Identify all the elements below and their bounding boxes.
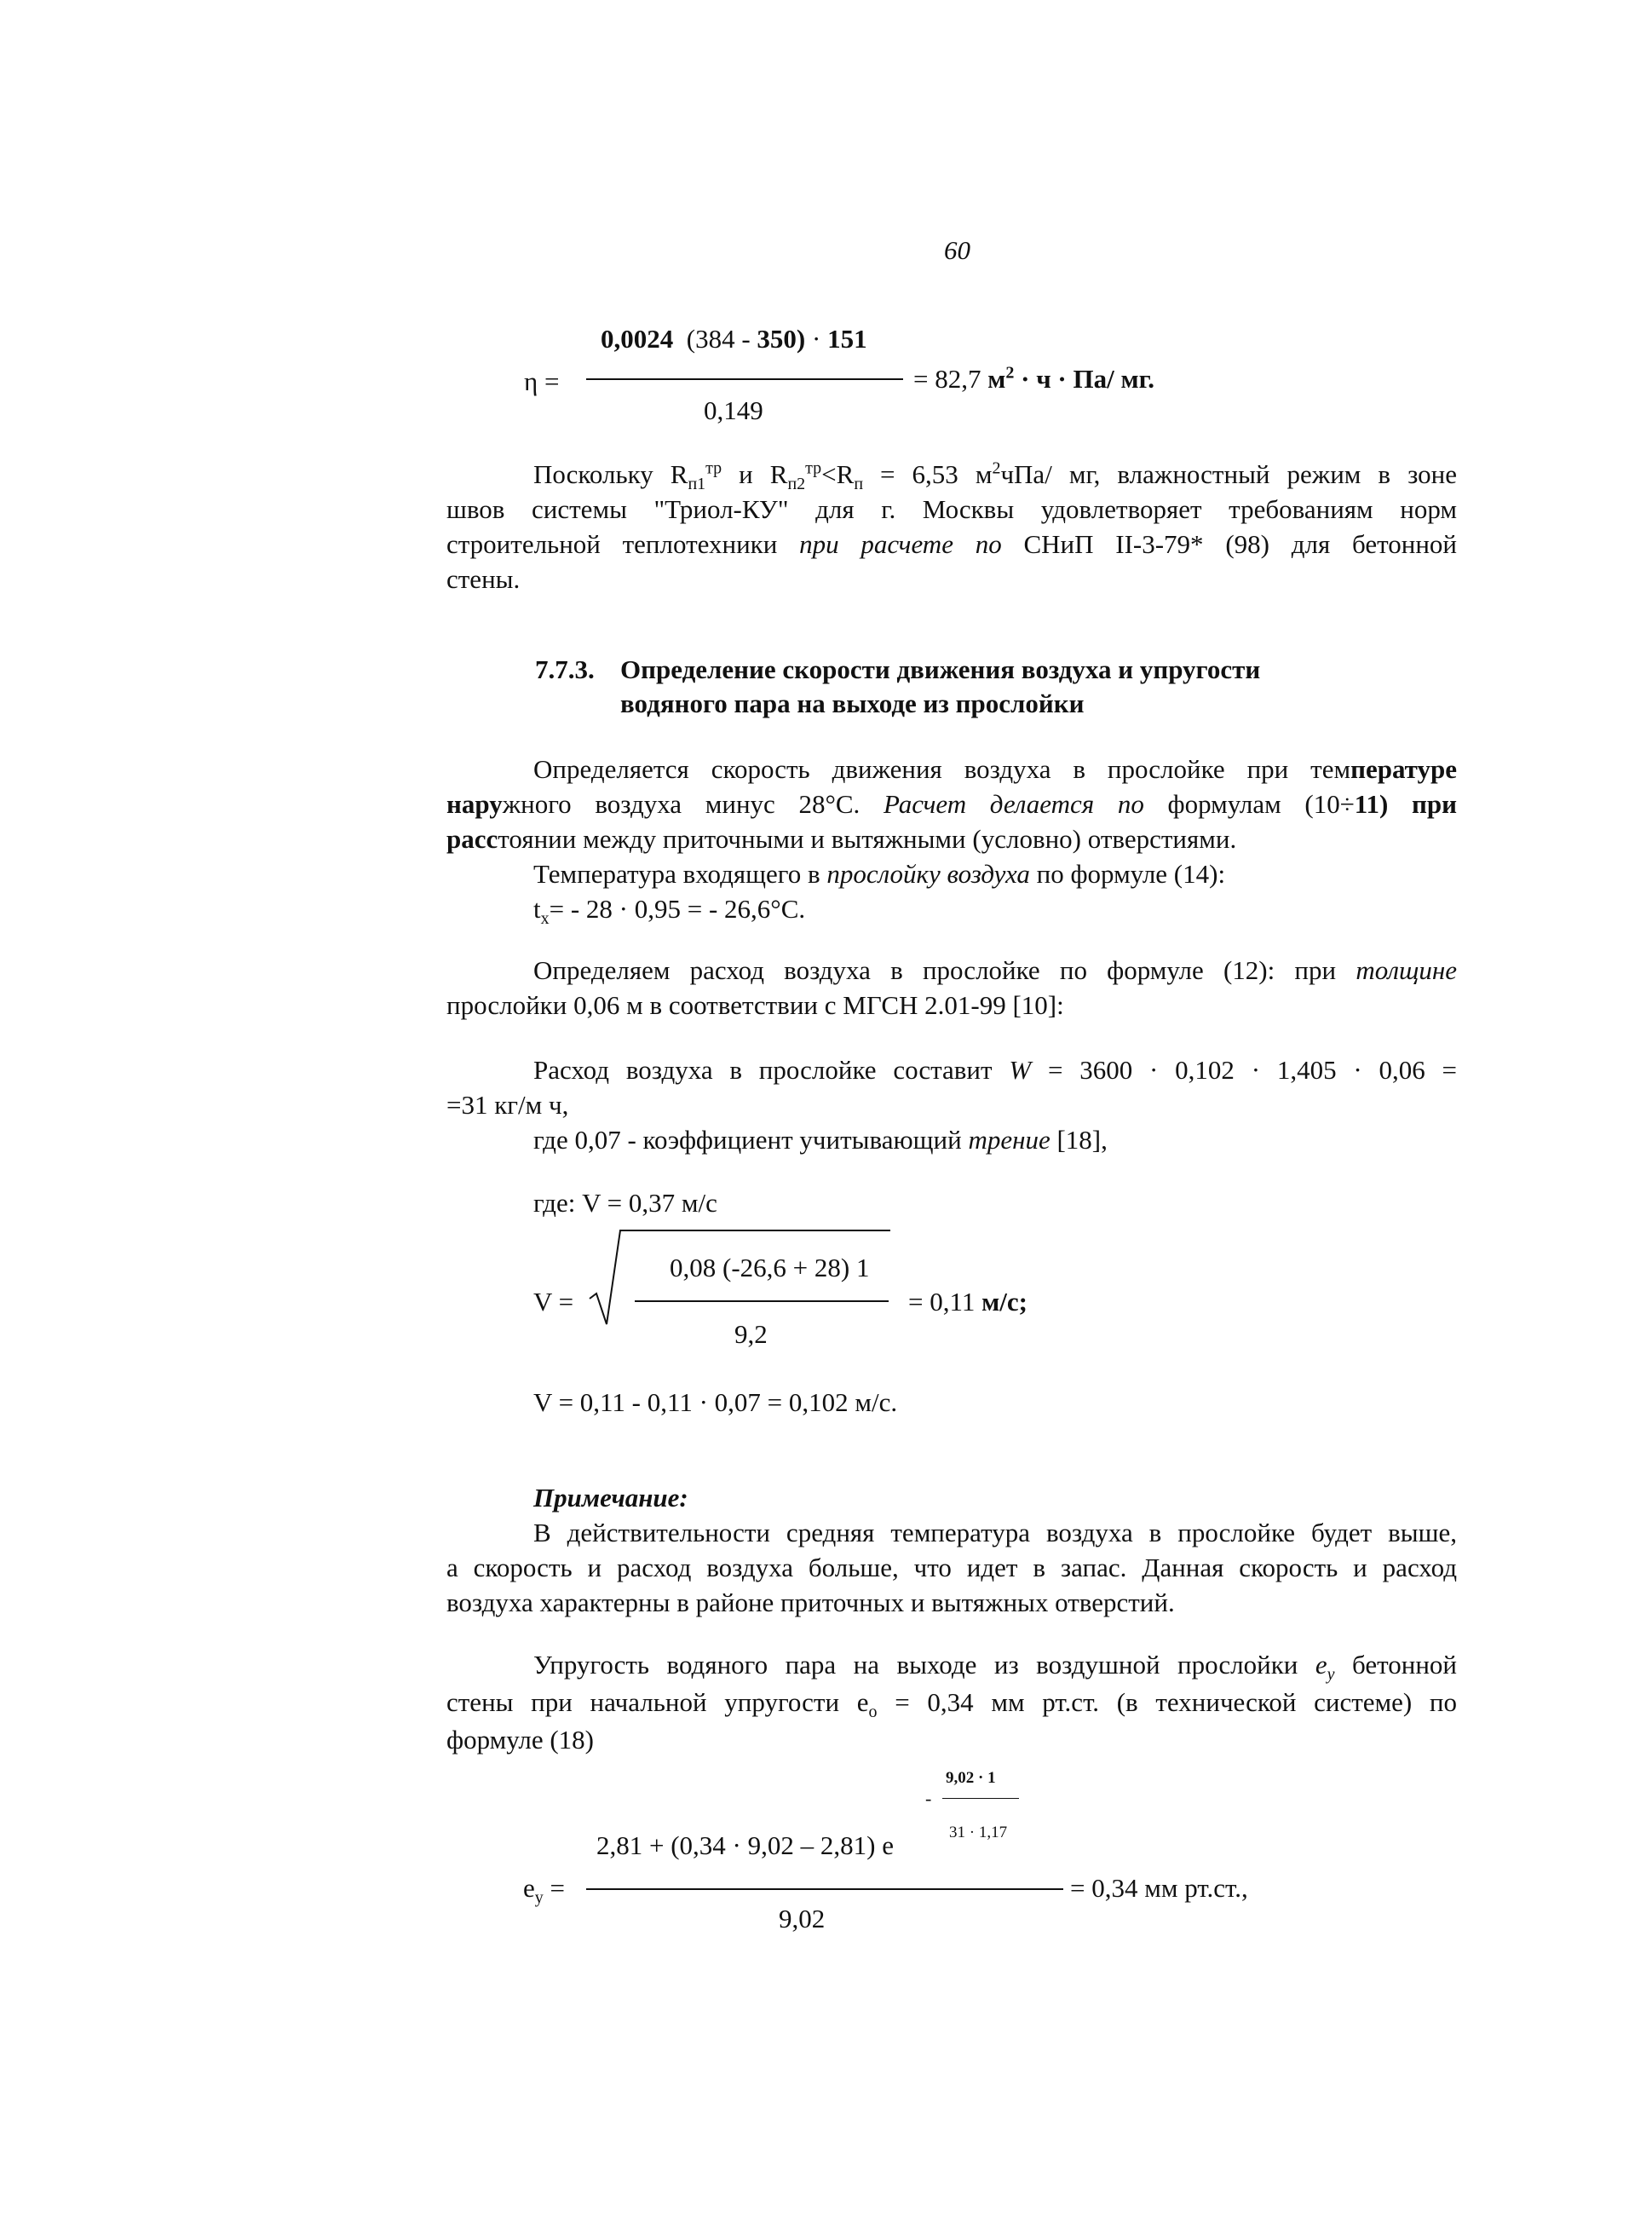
vapor-denominator: 9,02: [779, 1904, 826, 1933]
eta-lhs: η =: [524, 366, 560, 396]
para2-line3: расстоянии между приточными и вытяжными (условно) отверстиями.: [446, 824, 1237, 854]
section-title-line2: водяного пара на выходе из прослойки: [620, 689, 1085, 718]
velocity-numerator: 0,08 (-26,6 + 28) 1: [670, 1253, 870, 1282]
para1-line1: Поскольку $R_{п1}^{тр}$ и $R_{п2}^{тр}<R_п = 6,53$ $м^2чПа/$ мг, влажностный режим в зоне: [533, 458, 1457, 494]
section-title-line1: Определение скорости движения воздуха и упругости: [620, 654, 1261, 684]
exp-minus: -: [925, 1788, 932, 1809]
paragraph-flow-value: [446, 1052, 1457, 1157]
para2-line5: $t_x= - 28 \cdot 0,95$ = - 26,6°С.: [533, 894, 806, 929]
note-line3: воздуха характерны в районе приточных и вытяжных отверстий.: [446, 1588, 1175, 1617]
vapor-result: = 0,34 мм рт.ст.,: [1070, 1873, 1248, 1903]
para3-line2: прослойки 0,06 м в соответствии с МГСН 2.01-99 [10]:: [446, 990, 1064, 1020]
para4-line1: Расход воздуха в прослойке составит W = 3600 · 0,102 · 1,405 · 0,06 =: [533, 1055, 1457, 1085]
para1-line2: швов системы "Триол-КУ" для г. Москвы удовлетворяет требованиям норм: [446, 494, 1457, 524]
para1-line3: строительной теплотехники при расчете по СНиП II-3-79* (98) для бетонной: [446, 529, 1457, 559]
para3-line1: Определяем расход воздуха в прослойке по формуле (12): при толщине: [533, 955, 1457, 985]
note-line1: В действительности средняя температура воздуха в прослойке будет выше,: [533, 1518, 1457, 1547]
para1-line4: стены.: [446, 564, 521, 594]
para5-line2: стены при начальной упругости $e_o = 0,34$ мм рт.ст. (в технической системе) по: [446, 1687, 1458, 1722]
para4-line2: =31 кг/м ч,: [446, 1090, 569, 1120]
vapor-lhs: $e_y$ =: [523, 1873, 565, 1908]
note-heading: Примечание:: [533, 1483, 688, 1513]
para2-line4: Температура входящего в прослойку воздуха по формуле (14):: [533, 859, 1226, 889]
paragraph-vapor-pressure: [446, 1646, 1457, 1759]
paragraph-air-speed: [446, 752, 1458, 929]
para5-line1: Упругость водяного пара на выходе из воздушной прослойки $e_y$ бетонной: [533, 1650, 1457, 1685]
velocity-fraction-bar: [635, 1300, 889, 1302]
paragraph-moisture-regime: [446, 457, 1457, 596]
vapor-numerator: 2,81 + (0,34 · 9,02 – 2,81) e: [596, 1830, 894, 1860]
eta-fraction-bar: [586, 378, 903, 380]
para2-line1: Определяется скорость движения воздуха в прослойке при температуре: [533, 754, 1457, 784]
vapor-fraction-bar: [586, 1888, 1063, 1890]
velocity-where: где: V = 0,37 м/с: [533, 1188, 717, 1218]
para5-line3: формуле (18): [446, 1725, 594, 1755]
section-number: 7.7.3.: [535, 654, 595, 684]
page-number: 60: [944, 235, 970, 265]
para4-line3: где 0,07 - коэффициент учитывающий трение [18],: [533, 1125, 1108, 1155]
exp-numerator: 9,02 · 1: [946, 1769, 996, 1787]
exp-denominator: 31 · 1,17: [949, 1824, 1008, 1841]
eta-result: = 82,7 $м^2 \cdot ч \cdot Па/$ мг.: [913, 363, 1154, 394]
velocity-final: V = 0,11 - 0,11 · 0,07 = 0,102 м/с.: [533, 1387, 898, 1417]
note-line2: а скорость и расход воздуха больше, что идет в запас. Данная скорость и расход: [446, 1553, 1457, 1582]
paragraph-air-flow: [446, 953, 1457, 1023]
eta-numerator: 0,0024 (384 - 350) · 151: [601, 324, 867, 354]
velocity-result: = 0,11 м/с;: [908, 1287, 1027, 1317]
exp-fraction-bar: [942, 1798, 1019, 1799]
velocity-lhs: V =: [533, 1287, 574, 1317]
para2-line2: наружного воздуха минус 28°С. Расчет делается по формулам (10÷11) при: [446, 789, 1458, 819]
eta-denominator: 0,149: [704, 395, 763, 425]
velocity-denominator: 9,2: [734, 1319, 768, 1349]
note-body: [446, 1515, 1457, 1620]
